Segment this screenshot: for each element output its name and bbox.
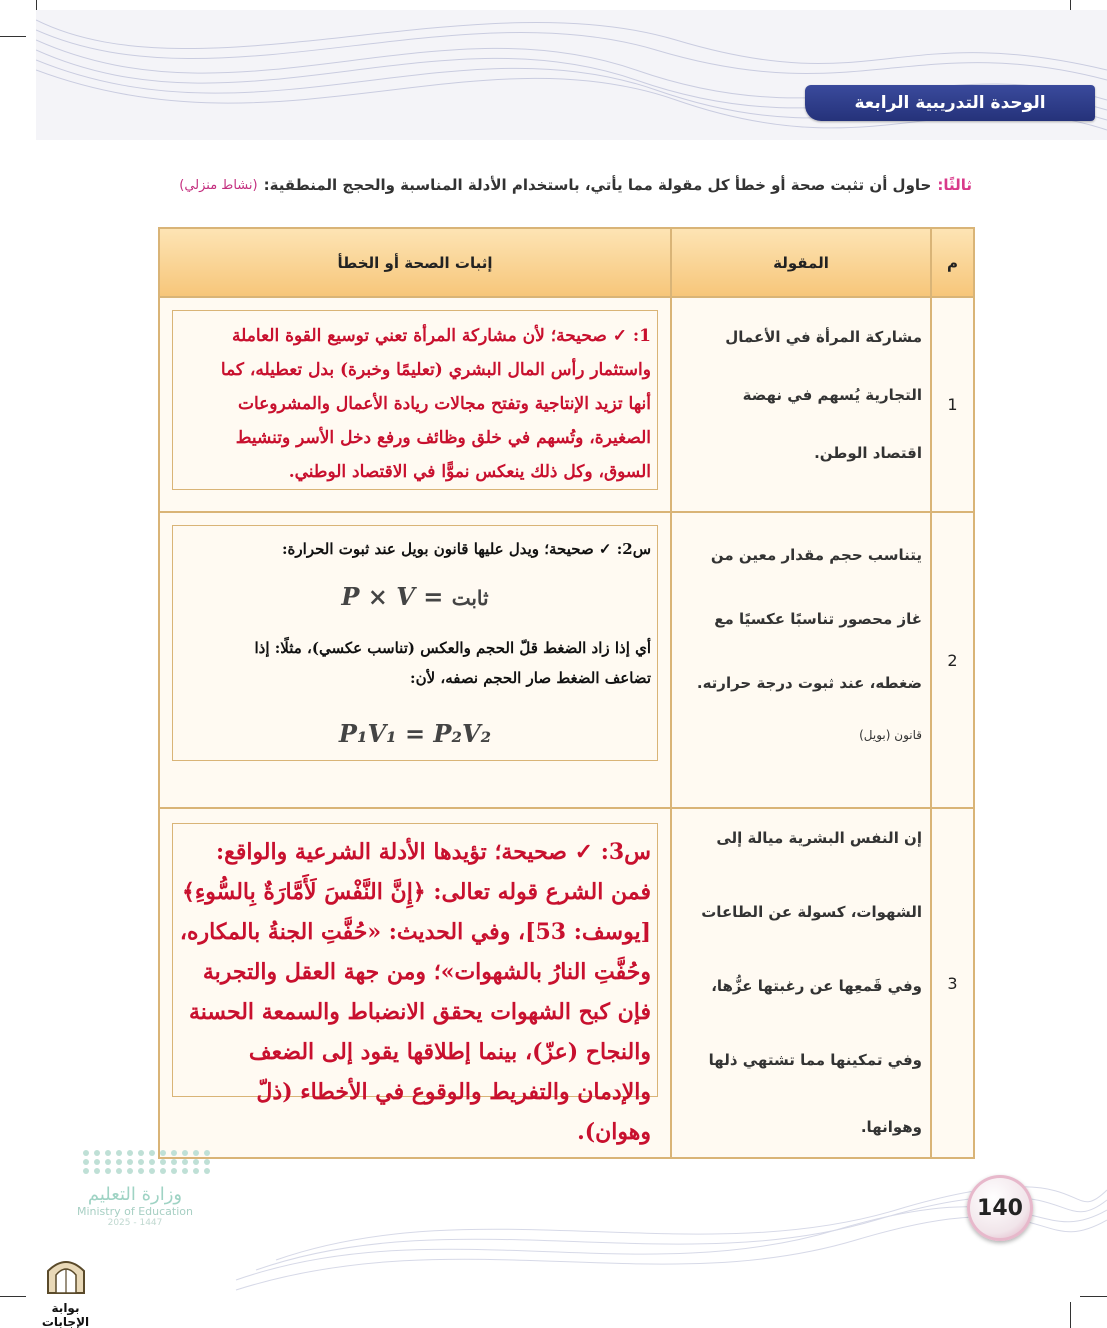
portal-building-icon — [44, 1255, 88, 1295]
table-row — [159, 512, 974, 808]
answer-box — [172, 823, 658, 1145]
statement-line: يتناسب حجم مقدار معين من — [710, 546, 922, 564]
answer-line: وحُفَّتِ النارُ بالشهوات»؛ ومن جهة العقل والتجربة — [202, 959, 651, 985]
instruction-text: حاول أن تثبت صحة أو خطأ كل مقولة مما يأتي، باستخدام الأدلة المناسبة والحجج المنطقية: — [263, 176, 932, 194]
answer-line: أي إذا زاد الضغط قلّ الحجم والعكس (تناسب عكسي)، مثلًا: إذا — [254, 639, 651, 657]
statement-line: وفي قَمعِها عن رغبتها عزُّها، — [711, 977, 922, 995]
answer-line: [يوسف: 53]، وفي الحديث: «حُفَّتِ الجنةُ بالمكاره، — [179, 919, 651, 945]
crop-mark — [1070, 1302, 1071, 1328]
answer-line: فإن كبح الشهوات يحقق الانضباط والسمعة الحسنة — [188, 999, 651, 1025]
header-statement: المقولة — [671, 228, 931, 297]
page-number-badge: 140 — [967, 1175, 1033, 1241]
statement-line: اقتصاد الوطن. — [814, 444, 922, 462]
proof-cell — [159, 808, 671, 1158]
ministry-years: 2025 - 1447 — [107, 1218, 163, 1228]
answer-line: والنجاح (عزّ)، بينما إطلاقها يقود إلى الضعف — [248, 1039, 651, 1065]
table-row — [159, 297, 974, 512]
answer-line: س3: ✓ صحيحة؛ تؤيدها الأدلة الشرعية والواقع: — [215, 839, 651, 865]
statement-cell — [671, 512, 931, 808]
statement-note: قانون (بويل) — [859, 728, 922, 742]
answer-box — [172, 525, 658, 761]
answer-line: والإدمان والتفريط والوقوع في الأخطاء (ذلّ وهوان). — [256, 1079, 651, 1145]
answer-line: تضاعف الضغط صار الحجم نصفه، لأن: — [410, 669, 651, 687]
crop-mark — [0, 1296, 26, 1297]
statement-line: وفي تمكينها مما تشتهي ذلها — [708, 1051, 922, 1069]
answer-line: 1: ✓ صحيحة؛ لأن مشاركة المرأة تعني توسيع القوة العاملة — [232, 326, 651, 346]
table-row — [159, 808, 974, 1158]
unit-title-banner: الوحدة التدريبية الرابعة — [805, 85, 1095, 121]
ministry-name-ar: وزارة التعليم — [87, 1184, 183, 1205]
statement-line: الشهوات، كسولة عن الطاعات — [701, 903, 922, 921]
header-num: م — [931, 228, 974, 297]
answer-line: فمن الشرع قوله تعالى: ﴿إِنَّ النَّفْسَ لَأَمَّارَةٌ بِالسُّوءِ﴾ — [181, 879, 651, 905]
proof-cell — [159, 297, 671, 512]
answer-box — [172, 310, 658, 490]
ministry-logo-icon — [60, 1150, 210, 1228]
row-number: 1 — [931, 297, 974, 512]
statement-cell — [671, 808, 931, 1158]
ministry-name-en: Ministry of Education — [76, 1205, 193, 1218]
answer-line: أنها تزيد الإنتاجية وتفتح مجالات ريادة الأعمال والمشروعات — [237, 394, 651, 414]
answer-line: س2: ✓ صحيحة؛ ويدل عليها قانون بويل عند ثبوت الحرارة: — [282, 540, 651, 558]
table-header-row — [159, 228, 974, 297]
statement-line: غاز محصور تناسبًا عكسيًا مع — [714, 610, 922, 628]
formula-boyle — [179, 582, 651, 611]
statement-line: إن النفس البشرية ميالة إلى — [716, 829, 922, 847]
instruction-lead: ثالثًا: — [937, 176, 972, 194]
formula-lhs: P × V = — [341, 582, 444, 611]
activity-tag: (نشاط منزلي) — [179, 177, 258, 193]
statement-line: ضغطه، عند ثبوت درجة حرارته. — [696, 674, 922, 692]
header-proof: إثبات الصحة أو الخطأ — [159, 228, 671, 297]
logo-dots — [70, 1150, 210, 1174]
instruction-line — [112, 176, 972, 194]
statement-line: مشاركة المرأة في الأعمال — [725, 328, 922, 346]
row-number: 2 — [931, 512, 974, 808]
proof-cell — [159, 512, 671, 808]
statements-table — [158, 227, 975, 1159]
statement-line: وهوانها. — [860, 1118, 922, 1136]
crop-mark — [0, 36, 26, 37]
formula-p1v1: P₁V₁ = P₂V₂ — [338, 719, 492, 748]
answer-line: الصغيرة، وتُسهم في خلق وظائف ورفع دخل الأسر وتنشيط — [235, 428, 651, 448]
portal-logo — [28, 1255, 103, 1328]
statement-line: التجارية يُسهم في نهضة — [742, 386, 922, 404]
answer-line: واستثمار رأس المال البشري (تعليمًا وخبرة) بدل تعطيله، كما — [220, 360, 651, 380]
row-number: 3 — [931, 808, 974, 1158]
formula-rhs: ثابت — [451, 586, 489, 610]
answer-line: السوق، وكل ذلك ينعكس نموًّا في الاقتصاد الوطني. — [288, 462, 651, 482]
portal-label: بوابة الإجابات — [41, 1301, 90, 1328]
statement-cell — [671, 297, 931, 512]
